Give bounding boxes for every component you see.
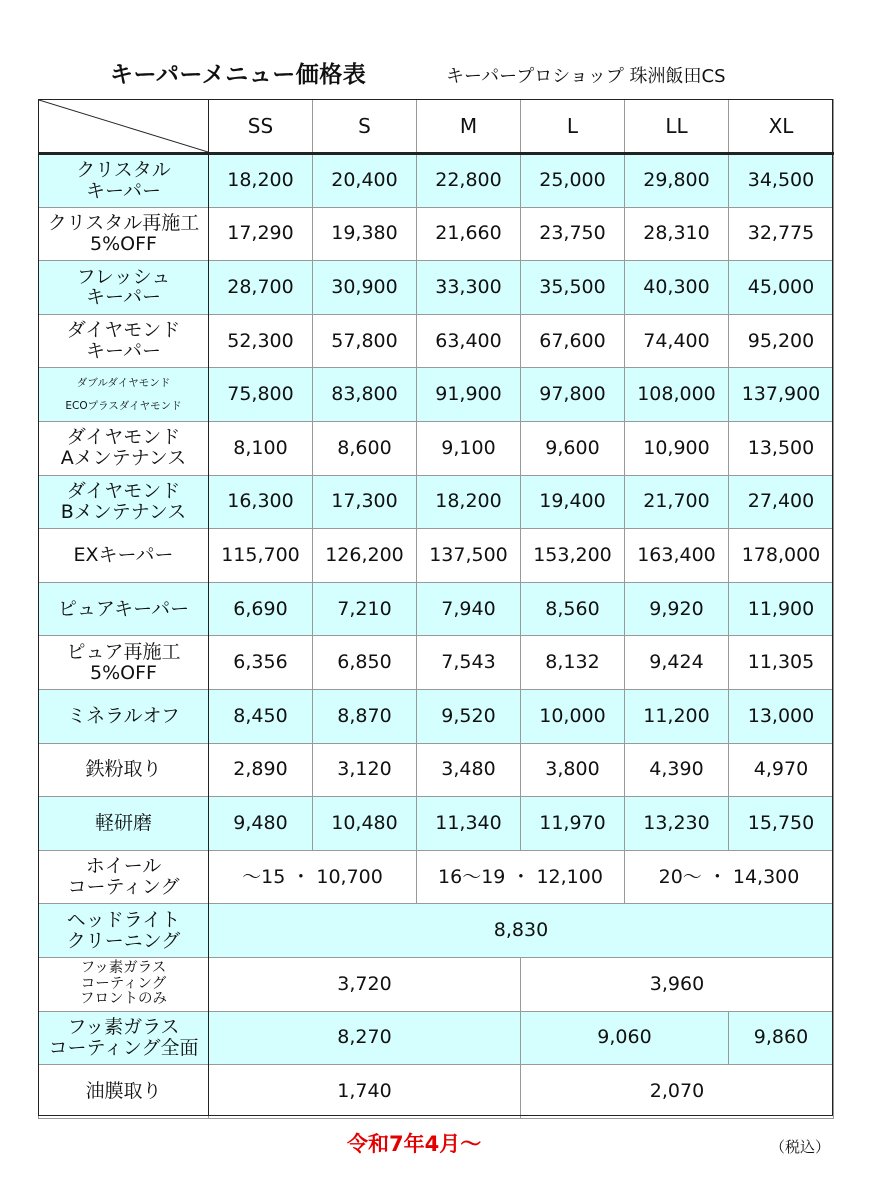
price-cell: 29,800: [625, 154, 729, 208]
price-cell: 16,300: [209, 475, 313, 529]
table-row: [39, 154, 834, 208]
price-cell: 9,860: [729, 1011, 834, 1065]
price-cell: 7,940: [417, 582, 521, 636]
price-cell: 8,132: [521, 636, 625, 690]
price-cell: 137,500: [417, 529, 521, 583]
price-cell: 95,200: [729, 314, 834, 368]
price-cell: 22,800: [417, 154, 521, 208]
price-cell: 11,305: [729, 636, 834, 690]
price-cell: 13,230: [625, 797, 729, 851]
menu-label: [39, 582, 209, 636]
price-cell: 13,000: [729, 689, 834, 743]
price-cell: 18,200: [417, 475, 521, 529]
price-cell: 3,720: [209, 957, 521, 1011]
price-cell: 9,480: [209, 797, 313, 851]
price-cell: 7,210: [313, 582, 417, 636]
price-cell: 28,700: [209, 261, 313, 315]
table-row: [39, 421, 834, 475]
menu-label: [39, 529, 209, 583]
table-row: [39, 957, 834, 1011]
menu-label: [39, 207, 209, 261]
price-cell: 2,890: [209, 743, 313, 797]
size-header-s: S: [313, 100, 417, 154]
menu-label-line: 軽研磨: [94, 811, 152, 834]
table-row: [39, 636, 834, 690]
menu-label-line: ダイヤモンド: [66, 479, 181, 502]
price-cell: 74,400: [625, 314, 729, 368]
price-cell: 178,000: [729, 529, 834, 583]
menu-label-line: コーティング: [80, 975, 167, 992]
table-row: [39, 797, 834, 851]
menu-label-line: ホイール: [85, 855, 162, 878]
price-cell: 6,356: [209, 636, 313, 690]
price-cell: 2,070: [521, 1065, 834, 1119]
price-cell: 9,424: [625, 636, 729, 690]
price-cell: 3,800: [521, 743, 625, 797]
price-cell: 17,300: [313, 475, 417, 529]
menu-label-line: コーティング: [67, 876, 180, 899]
price-cell: 9,060: [521, 1011, 729, 1065]
price-cell: 91,900: [417, 368, 521, 422]
menu-label-line: ミネラルオフ: [67, 704, 180, 727]
menu-label-line: ダイヤモンド: [66, 319, 181, 342]
menu-label-line: クリーニング: [66, 929, 181, 952]
price-cell: 67,600: [521, 314, 625, 368]
price-cell: 11,200: [625, 689, 729, 743]
menu-label-line: キーパー: [85, 340, 162, 363]
price-cell: 75,800: [209, 368, 313, 422]
table-row: [39, 582, 834, 636]
menu-label: [39, 743, 209, 797]
price-cell: 63,400: [417, 314, 521, 368]
table-row: [39, 368, 834, 422]
price-cell: 35,500: [521, 261, 625, 315]
menu-label: [39, 797, 209, 851]
menu-label-line: Bメンテナンス: [60, 500, 187, 523]
price-cell: 40,300: [625, 261, 729, 315]
table-row: [39, 1065, 834, 1119]
menu-label-line: ピュア再施工: [66, 640, 181, 663]
menu-label-line: フレッシュ: [76, 265, 171, 288]
price-cell: 8,870: [313, 689, 417, 743]
menu-label: [39, 1065, 209, 1119]
menu-label-line: ヘッドライト: [66, 908, 181, 931]
price-cell: 10,000: [521, 689, 625, 743]
price-cell: 8,450: [209, 689, 313, 743]
price-cell: 18,200: [209, 154, 313, 208]
price-cell: 23,750: [521, 207, 625, 261]
price-cell: 52,300: [209, 314, 313, 368]
menu-label-line: 油膜取り: [85, 1079, 162, 1102]
table-row: [39, 1011, 834, 1065]
size-header-ll: LL: [625, 100, 729, 154]
price-cell: 8,100: [209, 421, 313, 475]
effective-date: 令和7年4月～: [347, 1132, 482, 1156]
table-row: [39, 475, 834, 529]
price-cell: 8,830: [209, 904, 834, 958]
table-row: [39, 207, 834, 261]
price-cell: 10,480: [313, 797, 417, 851]
price-cell: 9,600: [521, 421, 625, 475]
menu-label-line: クリスタル再施工: [47, 212, 200, 234]
price-cell: 21,700: [625, 475, 729, 529]
price-cell: 16～19 ・ 12,100: [417, 850, 625, 904]
price-cell: 33,300: [417, 261, 521, 315]
price-cell: 45,000: [729, 261, 834, 315]
table-row: [39, 261, 834, 315]
size-header-m: M: [417, 100, 521, 154]
price-cell: 8,560: [521, 582, 625, 636]
price-cell: 25,000: [521, 154, 625, 208]
price-cell: 97,800: [521, 368, 625, 422]
menu-label: [39, 689, 209, 743]
price-cell: 19,400: [521, 475, 625, 529]
price-cell: 21,660: [417, 207, 521, 261]
price-cell: 57,800: [313, 314, 417, 368]
price-cell: 27,400: [729, 475, 834, 529]
price-cell: 13,500: [729, 421, 834, 475]
menu-label-line: コーティング全面: [48, 1036, 199, 1059]
price-cell: 137,900: [729, 368, 834, 422]
table-row: [39, 314, 834, 368]
menu-label: [39, 475, 209, 529]
price-cell: 20～ ・ 14,300: [625, 850, 834, 904]
menu-label: [39, 1011, 209, 1065]
price-cell: 7,543: [417, 636, 521, 690]
price-cell: 11,900: [729, 582, 834, 636]
price-cell: ～15 ・ 10,700: [209, 850, 417, 904]
menu-label-line: 5%OFF: [90, 232, 157, 255]
price-cell: 28,310: [625, 207, 729, 261]
price-cell: 32,775: [729, 207, 834, 261]
price-cell: 30,900: [313, 261, 417, 315]
price-cell: 126,200: [313, 529, 417, 583]
corner-cell: [39, 100, 209, 154]
menu-label-line: キーパー: [85, 179, 162, 202]
price-cell: 9,520: [417, 689, 521, 743]
menu-label: [39, 850, 209, 904]
price-cell: 3,480: [417, 743, 521, 797]
price-cell: 83,800: [313, 368, 417, 422]
price-cell: 34,500: [729, 154, 834, 208]
price-table: [38, 99, 834, 1119]
menu-label-line: フッ素ガラス: [67, 1015, 180, 1038]
price-cell: 19,380: [313, 207, 417, 261]
price-cell: 15,750: [729, 797, 834, 851]
menu-label-line: キーパー: [85, 286, 162, 309]
menu-label-line: EXキーパー: [73, 544, 174, 566]
menu-label-line: フッ素ガラス: [80, 960, 167, 977]
table-row: [39, 743, 834, 797]
price-cell: 3,960: [521, 957, 834, 1011]
menu-label-line: ピュアキーパー: [57, 597, 190, 620]
price-cell: 20,400: [313, 154, 417, 208]
menu-label-line: ダイヤモンド: [66, 426, 181, 449]
price-cell: 115,700: [209, 529, 313, 583]
price-cell: 6,690: [209, 582, 313, 636]
price-cell: 108,000: [625, 368, 729, 422]
price-cell: 17,290: [209, 207, 313, 261]
menu-label: [39, 314, 209, 368]
price-cell: 8,600: [313, 421, 417, 475]
menu-label: [39, 957, 209, 1011]
menu-label-line: Aメンテナンス: [60, 447, 187, 470]
price-cell: 10,900: [625, 421, 729, 475]
menu-label: [39, 636, 209, 690]
menu-label-line: フロントのみ: [80, 990, 167, 1007]
price-cell: 4,390: [625, 743, 729, 797]
menu-label-line: ダブルダイヤモンド: [76, 376, 171, 389]
menu-label: [39, 421, 209, 475]
price-cell: 11,970: [521, 797, 625, 851]
menu-label: [39, 904, 209, 958]
shop-name: キーパープロショップ 珠洲飯田CS: [446, 66, 726, 87]
table-row: [39, 850, 834, 904]
diagonal-line: [39, 100, 208, 152]
table-row: [39, 689, 834, 743]
size-header-ss: SS: [209, 100, 313, 154]
price-cell: 163,400: [625, 529, 729, 583]
header-row: [39, 100, 834, 154]
price-cell: 9,920: [625, 582, 729, 636]
price-cell: 3,120: [313, 743, 417, 797]
tax-note: （税込）: [770, 1138, 831, 1156]
price-cell: 11,340: [417, 797, 521, 851]
menu-label-line: ECOプラスダイヤモンド: [65, 399, 182, 412]
menu-label: [39, 154, 209, 208]
size-header-l: L: [521, 100, 625, 154]
menu-label-line: 鉄粉取り: [85, 758, 162, 781]
menu-label-line: 5%OFF: [90, 661, 157, 684]
table-row: [39, 529, 834, 583]
price-cell: 1,740: [209, 1065, 521, 1119]
price-cell: 4,970: [729, 743, 834, 797]
price-cell: 8,270: [209, 1011, 521, 1065]
menu-label: [39, 368, 209, 422]
price-cell: 153,200: [521, 529, 625, 583]
size-header-xl: XL: [729, 100, 834, 154]
price-cell: 6,850: [313, 636, 417, 690]
menu-label-line: クリスタル: [76, 158, 171, 181]
page-title: キーパーメニュー価格表: [110, 62, 367, 88]
menu-label: [39, 261, 209, 315]
table-row: [39, 904, 834, 958]
price-cell: 9,100: [417, 421, 521, 475]
